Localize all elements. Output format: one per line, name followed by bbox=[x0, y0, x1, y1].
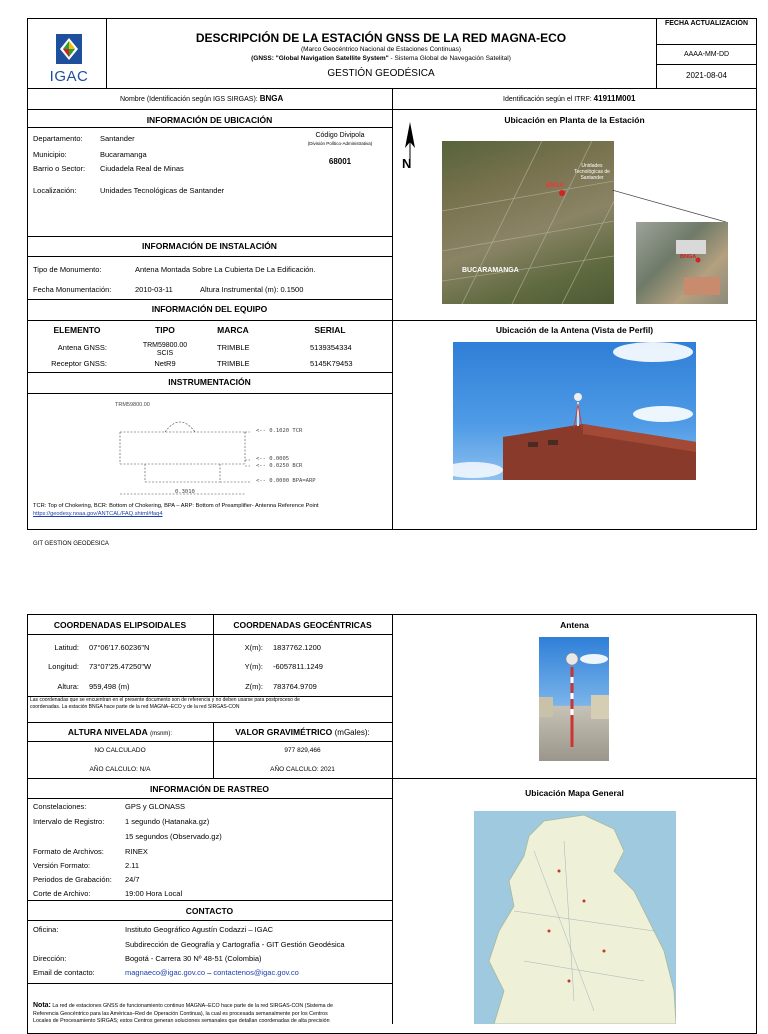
oficina-label: Oficina: bbox=[33, 925, 59, 934]
departamento-label: Departamento: bbox=[33, 134, 83, 143]
map-bnga-label: BNGA bbox=[546, 183, 564, 189]
aerial-map bbox=[442, 141, 614, 304]
map-city-label: BUCARAMANGA bbox=[462, 267, 519, 274]
itrf-id: Identificación según el ITRF: 41911M001 bbox=[503, 94, 636, 103]
col-tipo: TIPO bbox=[155, 325, 175, 335]
row-antena-marca: TRIMBLE bbox=[217, 343, 250, 352]
diagram-tcr: <-- 0.1020 TCR bbox=[256, 428, 303, 434]
altura-value: 959,498 (m) bbox=[89, 682, 130, 691]
email-label: Email de contacto: bbox=[33, 968, 95, 977]
rastreo-row-label: Versión Formato: bbox=[33, 861, 91, 870]
tipo-monumento-label: Tipo de Monumento: bbox=[33, 265, 102, 274]
barrio-value: Ciudadela Real de Minas bbox=[100, 164, 184, 173]
barrio-label: Barrio o Sector: bbox=[33, 164, 86, 173]
perfil-title: Ubicación de la Antena (Vista de Perfil) bbox=[495, 325, 654, 335]
row-antena-tipo: TRM59800.00 SCIS bbox=[142, 342, 188, 357]
municipio-label: Municipio: bbox=[33, 150, 67, 159]
instrumentacion-note: TCR: Top of Chokering, BCR: Bottom of Chokering, BPA – ARP: Bottom of Preamplifier- Antenna Reference Point bbox=[33, 503, 319, 509]
rastreo-row-label: Intervalo de Registro: bbox=[33, 817, 105, 826]
direccion-value: Bogotá - Carrera 30 Nº 48-51 (Colombia) bbox=[125, 954, 262, 963]
antena-title: Antena bbox=[560, 620, 589, 630]
fecha-value: 2021-08-04 bbox=[686, 71, 727, 80]
geocentricas-title: COORDENADAS GEOCÉNTRICAS bbox=[233, 620, 372, 630]
doc-subtitle-2: (GNSS: "Global Navigation Satellite System" - Sistema Global de Navegación Satelital) bbox=[251, 55, 511, 62]
north-arrow bbox=[402, 122, 418, 178]
divipola-label: Código Divipola bbox=[315, 132, 365, 139]
oficina-value-1: Instituto Geográfico Agustín Codazzi – IGAC bbox=[125, 925, 273, 934]
tipo-monumento-value: Antena Montada Sobre La Cubierta De La Edificación. bbox=[135, 265, 316, 274]
col-marca: MARCA bbox=[217, 325, 249, 335]
antenna-diagram bbox=[110, 400, 330, 500]
inset-bnga-label: BNGA bbox=[680, 254, 697, 260]
mapa-general-title: Ubicación Mapa General bbox=[525, 788, 624, 798]
longitud-label: Longitud: bbox=[48, 662, 79, 671]
diagram-bcr-1: <-- 0.0005 bbox=[256, 456, 290, 462]
equipo-title: INFORMACIÓN DEL EQUIPO bbox=[151, 304, 268, 314]
altura-nivelada-year: AÑO CALCULO: N/A bbox=[89, 766, 151, 773]
row-antena-serial: 5139354334 bbox=[310, 343, 352, 352]
rastreo-row-value: 19:00 Hora Local bbox=[125, 889, 183, 898]
fecha-monumentacion-label: Fecha Monumentación: bbox=[33, 285, 112, 294]
diagram-antenna-label: TRM59800.00 bbox=[115, 402, 150, 408]
rastreo-row-value: 1 segundo (Hatanaka.gz) bbox=[125, 817, 210, 826]
antenna-photo bbox=[539, 637, 609, 761]
diagram-width: 0.3010 bbox=[175, 489, 195, 495]
altura-instrumental: Altura Instrumental (m): 0.1500 bbox=[200, 285, 304, 294]
altura-nivelada-value: NO CALCULADO bbox=[94, 747, 146, 754]
rastreo-title: INFORMACIÓN DE RASTREO bbox=[150, 784, 269, 794]
rastreo-row-label: Formato de Archivos: bbox=[33, 847, 104, 856]
noaa-faq-link[interactable]: https://geodesy.noaa.gov/ANTCAL/FAQ.shtml#faq4 bbox=[33, 511, 163, 517]
z-value: 783764.9709 bbox=[273, 682, 317, 691]
elipsoidales-title: COORDENADAS ELIPSOIDALES bbox=[53, 620, 187, 630]
rastreo-row-label: Corte de Archivo: bbox=[33, 889, 91, 898]
localizacion-label: Localización: bbox=[33, 186, 77, 195]
col-elemento: ELEMENTO bbox=[53, 325, 101, 335]
fecha-monumentacion-value: 2010-03-11 bbox=[135, 285, 173, 294]
row-antena-elemento: Antena GNSS: bbox=[57, 343, 107, 352]
x-label: X(m): bbox=[244, 643, 263, 652]
coordenadas-note-2: coordenadas. La estación BNGA hace parte de la red MAGNA–ECO y de la red SIRGAS-CON bbox=[30, 704, 240, 710]
localizacion-value: Unidades Tecnológicas de Santander bbox=[100, 186, 225, 195]
diagram-arp: <-- 0.0000 BPA=ARP bbox=[256, 478, 316, 484]
latitud-value: 07°06'17.60236"N bbox=[89, 643, 150, 652]
col-serial: SERIAL bbox=[314, 325, 346, 335]
contacto-title: CONTACTO bbox=[185, 906, 234, 916]
map-utes-label: Unidades Tecnológicas de Santander bbox=[574, 163, 610, 181]
station-name: Nombre (Identificación según IGS SIRGAS): BNGA bbox=[120, 94, 284, 103]
doc-title: DESCRIPCIÓN DE LA ESTACIÓN GNSS DE LA RED MAGNA-ECO bbox=[195, 31, 567, 45]
row-receptor-elemento: Receptor GNSS: bbox=[51, 359, 107, 368]
gravimetrico-title: VALOR GRAVIMÉTRICO (mGales): bbox=[235, 727, 370, 737]
aerial-inset bbox=[636, 222, 728, 304]
z-label: Z(m): bbox=[245, 682, 263, 691]
logo-text: IGAC bbox=[49, 68, 89, 85]
gravimetrico-value: 977 829,466 bbox=[284, 747, 321, 754]
y-label: Y(m): bbox=[244, 662, 263, 671]
rastreo-row-value: RINEX bbox=[125, 847, 148, 856]
rastreo-row-value: 2.11 bbox=[125, 861, 140, 870]
row-receptor-serial: 5145K79453 bbox=[310, 359, 353, 368]
x-value: 1837762.1200 bbox=[273, 643, 321, 652]
row-receptor-tipo: NetR9 bbox=[154, 359, 176, 368]
section-name: GESTIÓN GEODÉSICA bbox=[327, 68, 435, 79]
doc-subtitle-1: (Marco Geocéntrico Nacional de Estaciones Continuas) bbox=[300, 46, 462, 53]
coordenadas-note-1: Las coordenadas que se encuentran en el presente documento son de referencia y no deben usarse para postproceso de bbox=[30, 697, 300, 703]
colombia-map bbox=[474, 811, 676, 1024]
rastreo-row-value: 24/7 bbox=[125, 875, 140, 884]
direccion-label: Dirección: bbox=[33, 954, 67, 963]
footer-text: GIT GESTION GEODESICA bbox=[33, 541, 109, 547]
departamento-value: Santander bbox=[100, 134, 135, 143]
rastreo-row-label: Periodos de Grabación: bbox=[33, 875, 112, 884]
email-values: magnaeco@igac.gov.co – contactenos@igac.gov.co bbox=[125, 968, 299, 977]
instalacion-title: INFORMACIÓN DE INSTALACIÓN bbox=[142, 241, 277, 251]
altura-label: Altura: bbox=[57, 682, 79, 691]
gravimetrico-year: AÑO CALCULO: 2021 bbox=[270, 766, 335, 773]
instrumentacion-title: INSTRUMENTACIÓN bbox=[168, 377, 251, 387]
rastreo-row-value: 15 segundos (Observado.gz) bbox=[125, 832, 222, 841]
fecha-format: AAAA-MM-DD bbox=[683, 51, 730, 58]
rastreo-row-label: Constelaciones: bbox=[33, 802, 87, 811]
fecha-label: FECHA ACTUALIZACIÓN bbox=[664, 20, 749, 27]
email-magnaeco-link[interactable]: magnaeco@igac.gov.co bbox=[125, 968, 206, 977]
north-label: N bbox=[402, 156, 412, 171]
rastreo-row-value: GPS y GLONASS bbox=[125, 802, 186, 811]
diagram-bcr-2: <-- 0.0250 BCR bbox=[256, 463, 303, 469]
row-receptor-marca: TRIMBLE bbox=[217, 359, 250, 368]
planta-title: Ubicación en Planta de la Estación bbox=[504, 115, 645, 125]
oficina-value-2: Subdirección de Geografía y Cartografía - GIT Gestión Geodésica bbox=[125, 940, 345, 949]
igac-logo bbox=[48, 30, 90, 85]
municipio-value: Bucaramanga bbox=[100, 150, 147, 159]
y-value: -6057811.1249 bbox=[273, 662, 323, 671]
email-contactenos-link[interactable]: contactenos@igac.gov.co bbox=[213, 968, 299, 977]
longitud-value: 73°07'25.47250"W bbox=[89, 662, 152, 671]
nota-block: Nota: La red de estaciones GNSS de funcionamiento continuo MAGNA–ECO hace parte de la red SIRGAS-CON (Sistema de Referencia Geocéntrico para las Américas–Red de Operación Continua), la cual es procesada semanalmente por los Centros Locales de Procesamiento SIRGAS; estos Centros generan soluciones semanales que detallan coordenadas de alta precisión bbox=[33, 1002, 333, 1024]
divipola-value: 68001 bbox=[328, 157, 352, 166]
divipola-sub: (División Político-Administrativa) bbox=[307, 141, 373, 146]
latitud-label: Latitud: bbox=[54, 643, 79, 652]
altura-nivelada-title: ALTURA NIVELADA (msnm): bbox=[67, 727, 173, 737]
ubicacion-title: INFORMACIÓN DE UBICACIÓN bbox=[146, 115, 273, 125]
antenna-profile-photo bbox=[453, 342, 696, 480]
